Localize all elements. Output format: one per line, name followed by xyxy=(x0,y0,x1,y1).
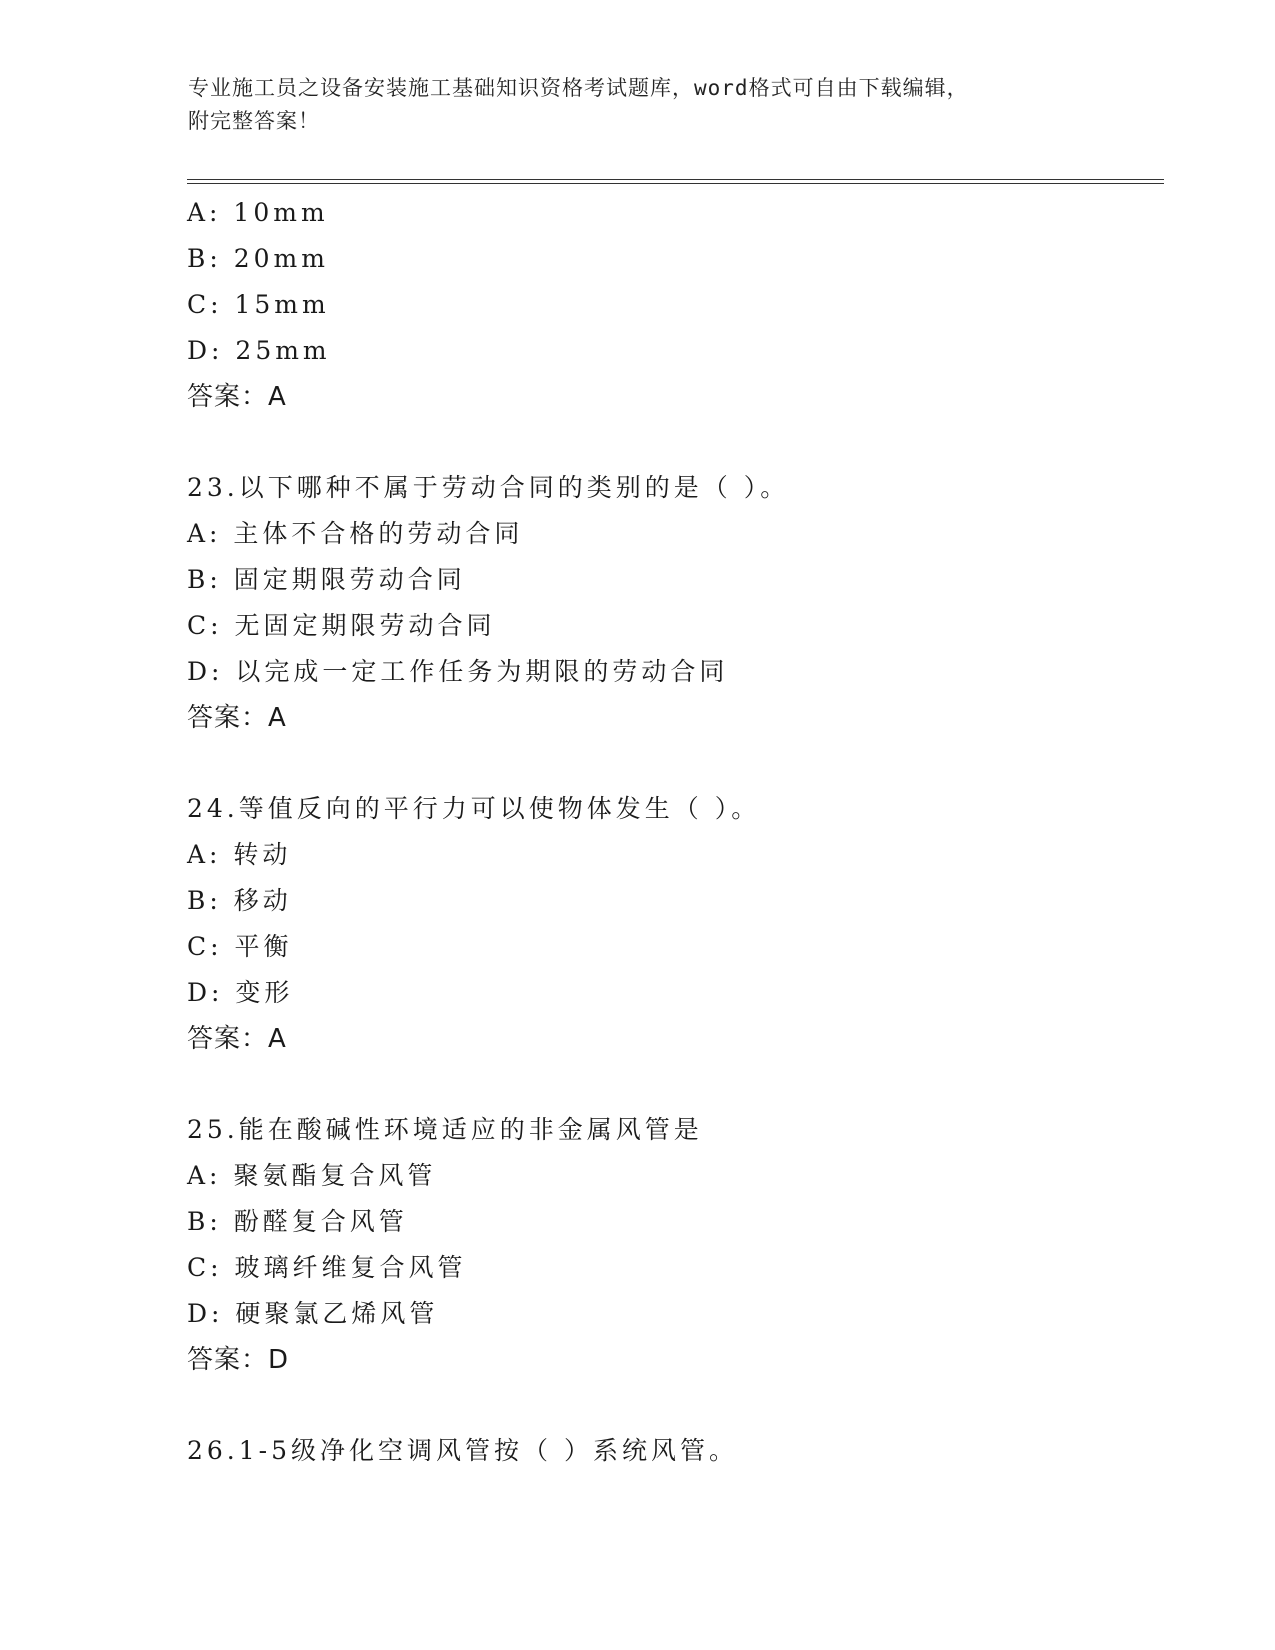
question-list xyxy=(187,190,1167,1474)
question-23 xyxy=(187,465,1167,741)
answer: 答案：A xyxy=(187,382,287,412)
option-d: D: 25mm xyxy=(187,336,331,365)
answer: 答案：D xyxy=(187,1345,290,1375)
question-text: 24.等值反向的平行力可以使物体发生（ ）。 xyxy=(187,794,761,823)
option-d: D: 以完成一定工作任务为期限的劳动合同 xyxy=(187,657,729,686)
option-a: A: 主体不合格的劳动合同 xyxy=(187,519,524,548)
answer: 答案：A xyxy=(187,703,287,733)
option-b: B: 20mm xyxy=(187,244,329,273)
header-divider xyxy=(187,179,1164,184)
question-text: 23.以下哪种不属于劳动合同的类别的是（ ）。 xyxy=(187,473,790,502)
document-header xyxy=(188,72,1088,138)
option-d: D: 硬聚氯乙烯风管 xyxy=(187,1299,439,1328)
question-26 xyxy=(187,1428,1167,1474)
header-title-line-1: 专业施工员之设备安装施工基础知识资格考试题库，word格式可自由下载编辑， xyxy=(188,76,969,100)
option-c: C: 无固定期限劳动合同 xyxy=(187,611,496,640)
option-a: A: 10mm xyxy=(187,198,329,227)
option-a: A: 转动 xyxy=(187,840,292,869)
question-24 xyxy=(187,786,1167,1062)
option-c: C: 玻璃纤维复合风管 xyxy=(187,1253,467,1282)
spacer xyxy=(187,1062,1167,1107)
answer: 答案：A xyxy=(187,1024,287,1054)
option-c: C: 平衡 xyxy=(187,932,293,961)
spacer xyxy=(187,1383,1167,1428)
spacer xyxy=(187,420,1167,465)
option-b: B: 移动 xyxy=(187,886,292,915)
option-b: B: 酚醛复合风管 xyxy=(187,1207,408,1236)
question-25 xyxy=(187,1107,1167,1383)
spacer xyxy=(187,741,1167,786)
option-d: D: 变形 xyxy=(187,978,294,1007)
option-a: A: 聚氨酯复合风管 xyxy=(187,1161,437,1190)
header-title-line-2: 附完整答案！ xyxy=(188,109,320,133)
question-text: 25.能在酸碱性环境适应的非金属风管是 xyxy=(187,1115,703,1144)
question-22 xyxy=(187,190,1167,420)
option-c: C: 15mm xyxy=(187,290,330,319)
question-text: 26.1-5级净化空调风管按（ ）系统风管。 xyxy=(187,1436,738,1465)
option-b: B: 固定期限劳动合同 xyxy=(187,565,466,594)
